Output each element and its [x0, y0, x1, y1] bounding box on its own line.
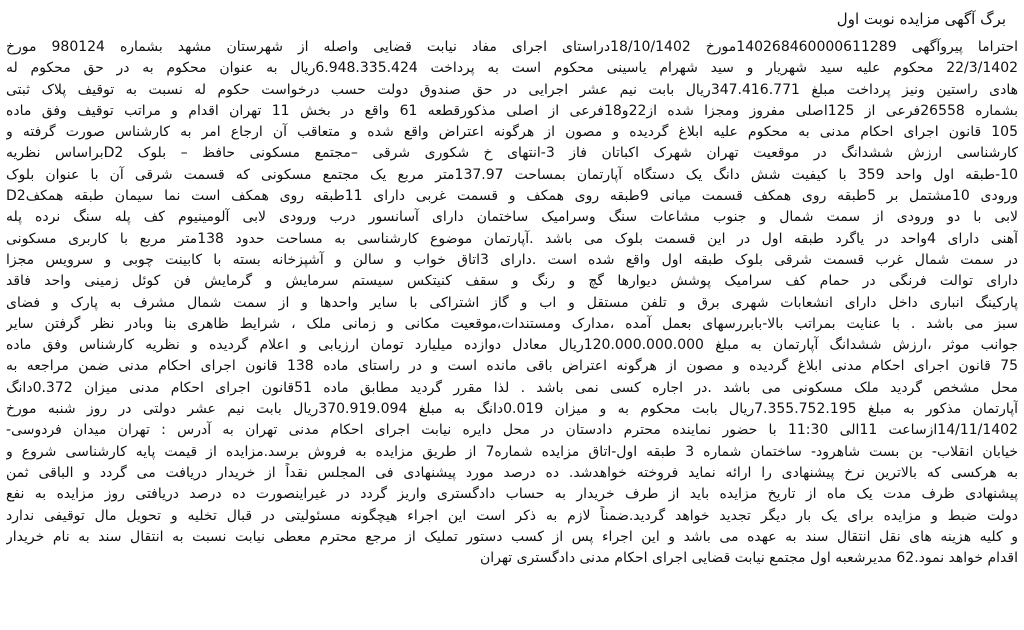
body-line: محل مشخص گردید ملک مسکونی می باشد .در اجاره کسی نمی باشد . لذا مقرر گردید مطابق ماده 51قانون اجرای احکام مدنی میزان 0.372دانگ	[6, 379, 1018, 396]
body-line: در سمت شمال غرب قسمت شرقی بلوک طبقه اول واقع شده است .دارای 3اتاق خواب و سالن و آشپزخانه بسته با کابینت چوبی و سرویس مجزا	[6, 251, 1018, 268]
document-body	[6, 37, 1018, 569]
body-line: لابی با دو ورودی از سمت شمال و جنوب مشاعات سنگ وسرامیک ساختمان دارای آسانسور درب ورودی لابی آلومینیوم کف پله سنگ نرده پله	[6, 209, 1018, 226]
body-line: 105 قانون اجرای احکام مدنی به محکوم علیه ابلاغ گردیده و مصون از هرگونه اعتراض واقع شده و متعاقب آن ارجاع امر به کارشناس صورت گرفته و	[6, 124, 1018, 141]
body-line: D2ورودی 10مشتمل بر 5طبقه روی همکف قسمت میانی 9طبقه روی همکف و قسمت غربی دارای 11طبقه روی همکف است نما سیمان طبقه همکف	[6, 188, 1018, 205]
body-line: احتراما پیروآگهی 140268460000611289مورخ 18/10/1402دراستای اجرای مفاد نیابت قضایی واصله از شهرستان مشهد بشماره 980124 مورخ	[6, 39, 1018, 55]
body-line: 14/11/1402ازساعت 11الی 11:30 با حضور نماینده محترم دادستان در محل دایره نیابت اجرای احکام مدنی تهران به آدرس : تهران میدان فردوسی-	[6, 422, 1018, 439]
body-line: خیابان انقلاب- بن بست شاهرود- ساختمان شماره 3 طبقه اول-اتاق مزایده شماره7 از طریق مزایده به فروش برسد.مزایده از قیمت پایه کارشناسی شروع و	[6, 443, 1018, 460]
body-line: 10-طبقه اول واحد 359 با کیفیت شش دانگ یک دستگاه آپارتمان بمساحت 137.97متر مربع یک مجتمع مسکونی که قسمت شرقی آن با عنوان بلوک	[6, 166, 1018, 183]
body-line: 22/3/1402 محکوم علیه سید شهریار و سید شهرام یاسینی محکوم است به پرداخت 6.948.335.424ریال به عنوان محکوم به در حق محکوم له	[6, 60, 1018, 77]
body-line: و کلیه هزینه های نقل انتقال سند به عهده می باشد و این اجراء پس از کسب دستور تملیک از مرجع محترم معطی نیابت نسبت به انتقال سند به نام خریدار	[6, 528, 1018, 545]
body-line: پیشنهادی ظرف مدت یک ماه از تاریخ مزایده باید از طرف خریدار به حساب دادگستری واریز گردد در غیراینصورت ده درصد دریافتی روز مزایده به نفع	[6, 486, 1018, 503]
document-title: برگ آگهی مزایده نوبت اول	[836, 10, 1006, 28]
body-line: هادی راستین ونیز پرداخت مبلغ 347.416.771ریال بابت نیم عشر اجرایی در حق صندوق دولت حسب درخواست حکوم له نسبت به توقیف پلاک ثبتی	[6, 81, 1018, 98]
body-line: کارشناسی ارزش ششدانگ در موقعیت تهران شهرک اکباتان فاز 3-انتهای خ شکوری شرقی –مجتمع مسکونی حافظ – بلوک D2براساس نظریه	[6, 145, 1018, 162]
body-line-signature: اقدام خواهد نمود.62 مدیرشعبه اول مجتمع نیابت قضایی اجرای احکام مدنی دادگستری تهران	[479, 550, 1018, 567]
body-line: جوانب موثر ،ارزش ششدانگ آپارتمان به مبلغ 120.000.000.000ریال معادل دوازده میلیارد تومان ارزیابی و اعلام گردیده و نظریه کارشناس وفق ماده	[6, 337, 1018, 354]
body-line: دولت ضبط و مزایده برای یک بار دیگر تجدید خواهد گردید.ضمناً لازم به ذکر است این اجراء هیچگونه مسئولیتی در قبال تخلیه و تحویل مال توقیفی ندارد	[6, 507, 1018, 524]
body-line: دارای توالت فرنگی در حمام کف سرامیک پوشش دیوارها گچ و رنگ و سقف کنیتکس سیستم سرمایش و گرمایش فن کوئل زمینی واحد فاقد	[6, 273, 1018, 290]
body-line: آهنی دارای 4واحد در یاگرد طبقه اول در این قسمت بلوک می باشد .آپارتمان موضوع کارشناسی به مساحت حدود 138متر مربع با کاربری مسکونی	[6, 230, 1018, 247]
body-line: 75 قانون اجرای احکام مدنی ابلاغ گردیده و مصون از هرگونه اعتراض باقی مانده است و در راستای ماده 138 قانون اجرای احکام مدنی ضمن مراجعه به	[6, 358, 1018, 375]
body-line: آپارتمان مذکور به مبلغ 7.355.752.195ریال بابت محکوم به و میزان 0.019دانگ به مبلغ 370.919.094ریال بابت نیم عشر دولتی در روز شنبه مورخ	[6, 401, 1018, 418]
body-line: پارکینگ انباری داخل دارای انشعابات شهری برق و تلفن مستقل و اب و گاز اشتراکی با سایر واحدها و از سمت شمال مشرف به پارک و فضای	[6, 294, 1018, 311]
body-line: سبز می باشد . با عنایت بمراتب بالا-بابررسهای بعمل آمده ،مدارک ومستندات،موقعیت مکانی و زمانی ملک ، شرایط ظاهری بنا وبادر نظر گرفتن سایر	[6, 315, 1018, 332]
body-line: بشماره 26558فرعی از 125اصلی مفروز ومجزا شده از22و18فرعی از اصلی مذکورقطعه 61 واقع در بخش 11 تهران اقدام و مراتب توقیف وفق ماده	[6, 102, 1018, 119]
body-line: به هرکسی که بالاترین نرخ پیشنهادی را ارائه نماید فروخته خواهدشد. ده درصد مورد پیشنهادی فی المجلس نقداً از خریدار دریافت می گردد و الباقی ثمن	[6, 464, 1018, 481]
